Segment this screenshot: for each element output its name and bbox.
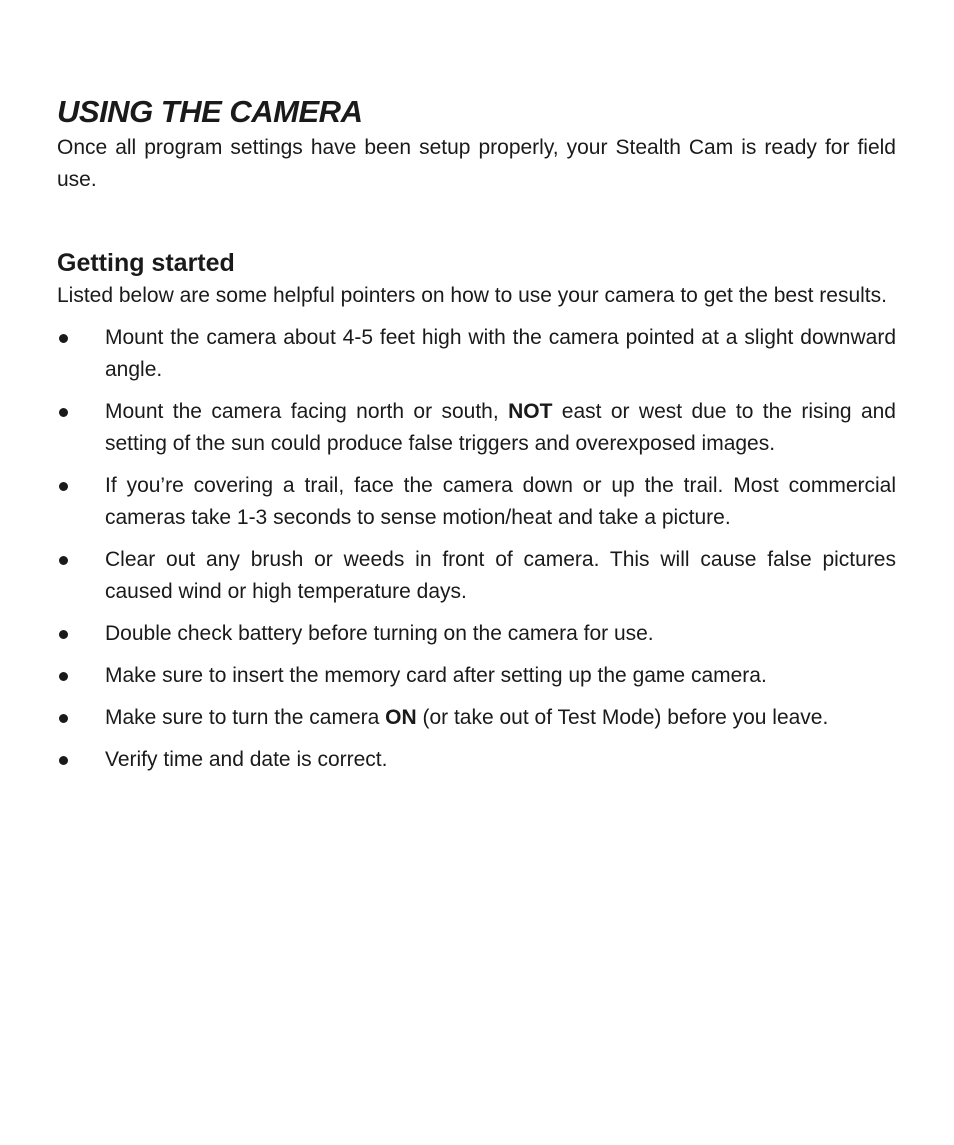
- section-title: Getting started: [57, 249, 235, 277]
- bullet-icon: [59, 630, 68, 639]
- list-item-text: If you’re covering a trail, face the camera down or up the trail. Most commercial cameras take 1-3 seconds to sense motion/heat and take a picture.: [105, 474, 896, 529]
- list-item: [57, 744, 896, 776]
- list-item: [57, 396, 896, 460]
- list-item-text-before: Mount the camera facing north or south,: [105, 400, 509, 423]
- bullet-icon: [59, 334, 68, 343]
- intro-paragraph: Once all program settings have been setup properly, your Stealth Cam is ready for field use.: [57, 136, 896, 191]
- list-item: [57, 322, 896, 386]
- list-item: [57, 544, 896, 608]
- bullet-icon: [59, 556, 68, 565]
- list-item: [57, 470, 896, 534]
- list-item-emphasis: NOT: [508, 400, 553, 423]
- bullet-icon: [59, 714, 68, 723]
- bullet-icon: [59, 482, 68, 491]
- bullet-icon: [59, 672, 68, 681]
- tips-list: [57, 322, 896, 776]
- list-item-emphasis: ON: [385, 706, 417, 729]
- page-title: USING THE CAMERA: [57, 94, 363, 129]
- section-intro-paragraph: Listed below are some helpful pointers on how to use your camera to get the best results.: [57, 284, 887, 307]
- list-item: [57, 618, 896, 650]
- list-item-text: Clear out any brush or weeds in front of camera. This will cause false pictures caused wind or high temperature days.: [105, 548, 896, 603]
- list-item-text-after: east or west due to the rising and setting of the sun could produce false triggers and overexposed images.: [105, 400, 896, 455]
- bullet-icon: [59, 408, 68, 417]
- document-page: [57, 92, 896, 786]
- list-item-text-after: (or take out of Test Mode) before you leave.: [416, 706, 829, 729]
- list-item: [57, 660, 896, 692]
- list-item: [57, 702, 896, 734]
- list-item-text: Mount the camera about 4-5 feet high with the camera pointed at a slight downward angle.: [105, 326, 896, 381]
- bullet-icon: [59, 756, 68, 765]
- list-item-text: Make sure to insert the memory card after setting up the game camera.: [105, 664, 767, 687]
- list-item-text: Verify time and date is correct.: [105, 748, 388, 771]
- list-item-text-before: Make sure to turn the camera: [105, 706, 386, 729]
- list-item-text: Double check battery before turning on the camera for use.: [105, 622, 654, 645]
